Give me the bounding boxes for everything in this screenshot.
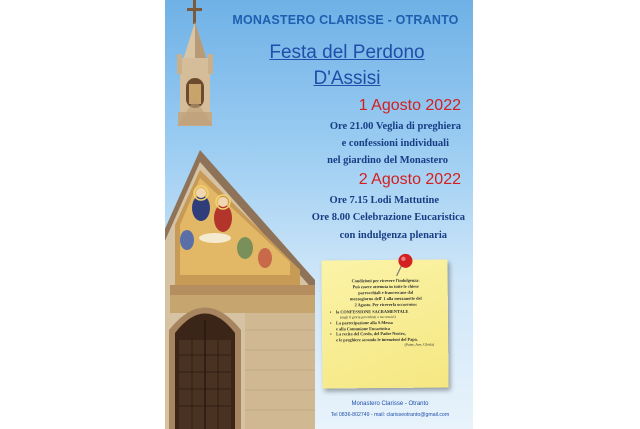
note-intro-1: Condizioni per ricevere l'indulgenza: xyxy=(351,277,420,284)
day1-line-1: Ore 21.00 Veglia di preghiera xyxy=(329,121,461,132)
pushpin-icon xyxy=(393,252,415,278)
monastery-header: MONASTERO CLARISSE - OTRANTO xyxy=(232,13,459,27)
note-prayers: (Pater, Ave, Gloria) xyxy=(404,342,435,347)
day2-line-3: con indulgenza plenaria xyxy=(339,230,447,241)
day2-date: 2 Agosto 2022 xyxy=(358,171,461,188)
footer-contact: Tel 0836-802749 - mail: clarisseotranto@gmail.com xyxy=(330,412,450,418)
note-intro-5: 2 Agosto. Per riceverla occorrono: xyxy=(354,301,418,308)
note-conditions-list xyxy=(330,309,442,349)
event-title-line1: Festa del Perdono xyxy=(269,42,425,63)
day1-date: 1 Agosto 2022 xyxy=(358,97,461,114)
day2-line-1: Ore 7.15 Lodi Mattutine xyxy=(329,195,439,206)
day2-line-2: Ore 8.00 Celebrazione Eucaristica xyxy=(311,212,465,223)
note-item-2-cont: e alla Comunione Eucaristica xyxy=(336,325,390,332)
note-item-1-detail: (negli 8 giorni precedenti o successivi) xyxy=(339,314,396,319)
note-item-1: • la CONFESSIONE SACRAMENTALE xyxy=(330,309,442,316)
note-intro-4: mezzogiorno dell' 1 alla mezzanotte del xyxy=(349,295,422,302)
poster xyxy=(165,0,473,429)
footer-monastery: Monastero Clarisse - Otranto xyxy=(351,401,429,407)
note-item-2: • La partecipazione alla S.Messa xyxy=(330,320,442,327)
day1-line-3: nel giardino del Monastero xyxy=(327,155,448,166)
indulgence-note xyxy=(321,259,448,388)
event-title-line2: D'Assisi xyxy=(313,68,381,89)
note-item-3-cont: e le preghiere secondo le intenzioni del Papa. xyxy=(336,336,418,343)
note-intro-3: parrocchiali e francescane dal xyxy=(358,289,414,296)
day1-line-2: e confessioni individuali xyxy=(341,138,449,149)
note-item-3: • La recita del Credo, del Padre Nostro, xyxy=(330,331,442,338)
note-intro-2: Può essere ottenuta in tutte le chiese xyxy=(352,283,419,290)
cross-icon xyxy=(187,0,202,24)
